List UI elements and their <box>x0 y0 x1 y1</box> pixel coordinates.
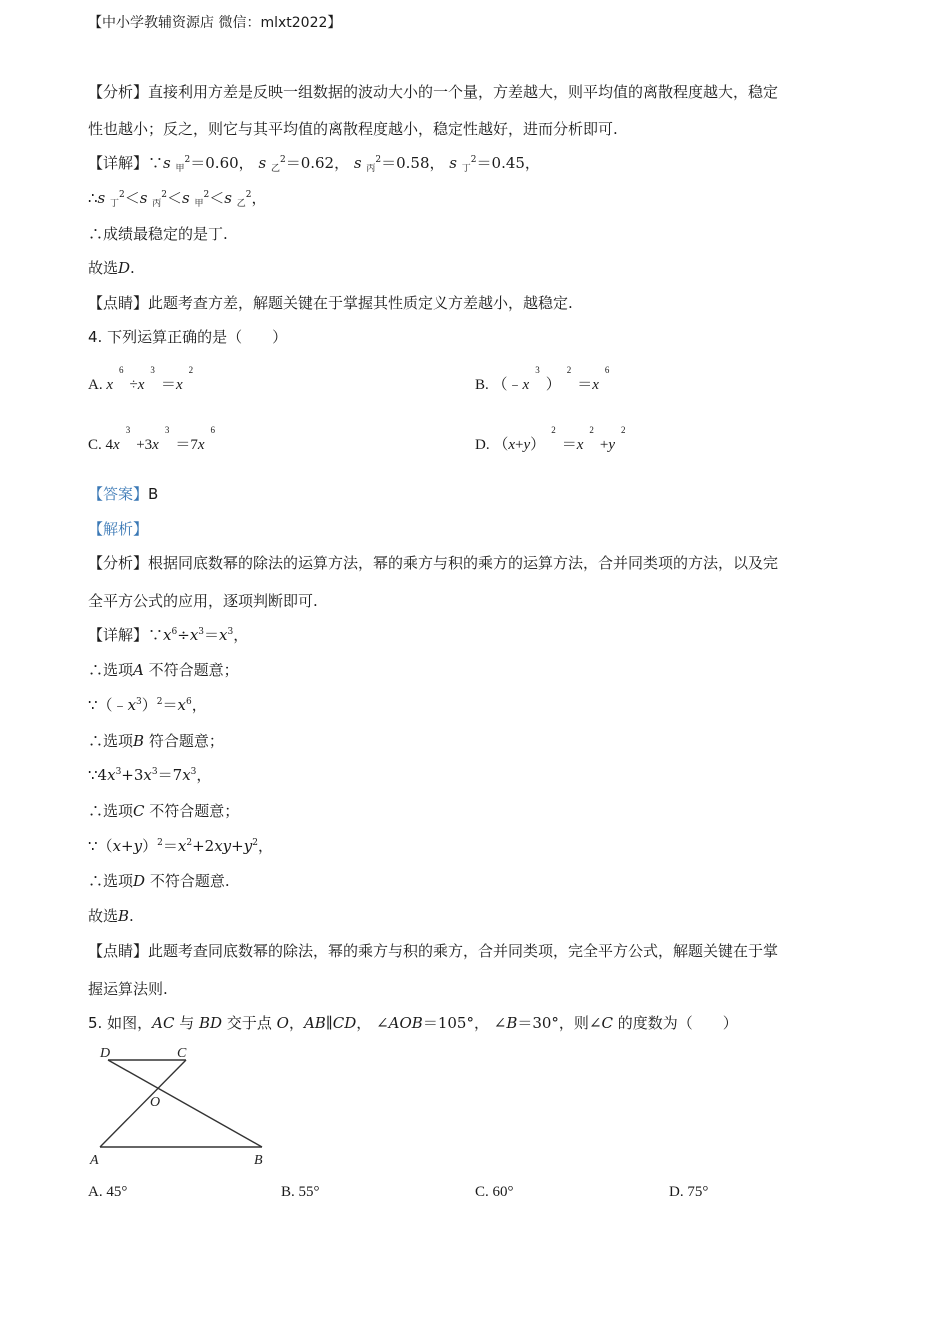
q4-option-b: B. $(﹣x^3)^2=x^6$ <box>475 365 610 393</box>
q4-detail-c: $\because 4x^3+3x^3=7x^3$， <box>88 766 212 784</box>
q4-detail-b: $\because(﹣x^3)^2=x^6$， <box>88 696 207 714</box>
q4-option-c: C. $4x^3+3x^3=7x^6$ <box>88 425 216 453</box>
q4-explain-label: 【解析】 <box>88 520 149 538</box>
q4-stem: 4. 下列运算正确的是（ ） <box>88 328 288 346</box>
q3-inequality-line: ∴s $_丁^2$＜s $_丙^2$＜s $_甲^2$＜s $_乙^2$， <box>88 189 267 209</box>
q4-choose-line: 故选B. <box>88 907 134 925</box>
q4-detail-a: 【详解】$\because x^6\div x^3=x^3$， <box>88 626 249 644</box>
q3-detail-line: 【详解】∵s $_甲^2$＝0.60， s $_乙^2$＝0.62， s $_丙^2$＝0.58， s $_丁^2$＝0.45， <box>88 154 540 174</box>
q4-option-a: A. $x^6\div x^3=x^2$ <box>88 365 194 393</box>
q4-detail-b-conclusion: ∴选项B 符合题意； <box>88 732 224 750</box>
q3-comment-line: 【点睛】此题考查方差，解题关键在于掌握其性质定义方差越小，越稳定. <box>88 294 573 312</box>
label-b: B <box>254 1153 263 1168</box>
q3-choose-line: 故选D. <box>88 259 135 277</box>
q5-option-b: B. 55° <box>281 1184 320 1200</box>
q5-option-c: C. 60° <box>475 1184 514 1200</box>
q5-option-d: D. 75° <box>669 1184 709 1200</box>
page-header: 【中小学教辅资源店 微信：mlxt2022】 <box>88 15 342 31</box>
q4-detail-c-conclusion: ∴选项C 不符合题意； <box>88 802 240 820</box>
q4-analysis-line-1: 【分析】根据同底数幂的除法的运算方法，幂的乘方与积的乘方的运算方法，合并同类项的方法，以及完 <box>88 554 779 572</box>
label-d: D <box>100 1046 111 1061</box>
q4-detail-d-conclusion: ∴选项D 不符合题意. <box>88 872 230 890</box>
segment-db <box>108 1060 262 1147</box>
q3-result-line: ∴成绩最稳定的是丁. <box>88 225 228 243</box>
segment-ca <box>100 1060 186 1147</box>
q4-detail-a-conclusion: ∴选项A 不符合题意； <box>88 661 239 679</box>
q5-stem: 5. 如图，AC 与 BD 交于点 O，AB∥CD， ∠AOB＝105°， ∠B＝30°，则∠C 的度数为（ ） <box>88 1014 738 1032</box>
q3-analysis-line-1: 【分析】直接利用方差是反映一组数据的波动大小的一个量，方差越大，则平均值的离散程度越大，稳定 <box>88 83 779 101</box>
q5-figure <box>86 1040 276 1172</box>
q4-comment-line-2: 握运算法则. <box>88 980 168 998</box>
q4-detail-d: $\because(x+y)^2=x^2+2xy+y^2$， <box>88 837 273 855</box>
q4-option-d: D. $(x+y)^2=x^2+y^2$ <box>475 425 626 453</box>
label-a: A <box>90 1153 99 1168</box>
q4-analysis-line-2: 全平方公式的应用，逐项判断即可. <box>88 592 318 610</box>
q3-analysis-line-2: 性也越小；反之，则它与其平均值的离散程度越小，稳定性越好，进而分析即可. <box>88 120 618 138</box>
q4-answer-line: 【答案】B <box>88 485 159 503</box>
q4-comment-line-1: 【点睛】此题考查同底数幂的除法，幂的乘方与积的乘方，合并同类项，完全平方公式，解题关键在于掌 <box>88 942 779 960</box>
label-o: O <box>150 1095 161 1110</box>
label-c: C <box>177 1046 187 1061</box>
q5-option-a: A. 45° <box>88 1184 128 1200</box>
